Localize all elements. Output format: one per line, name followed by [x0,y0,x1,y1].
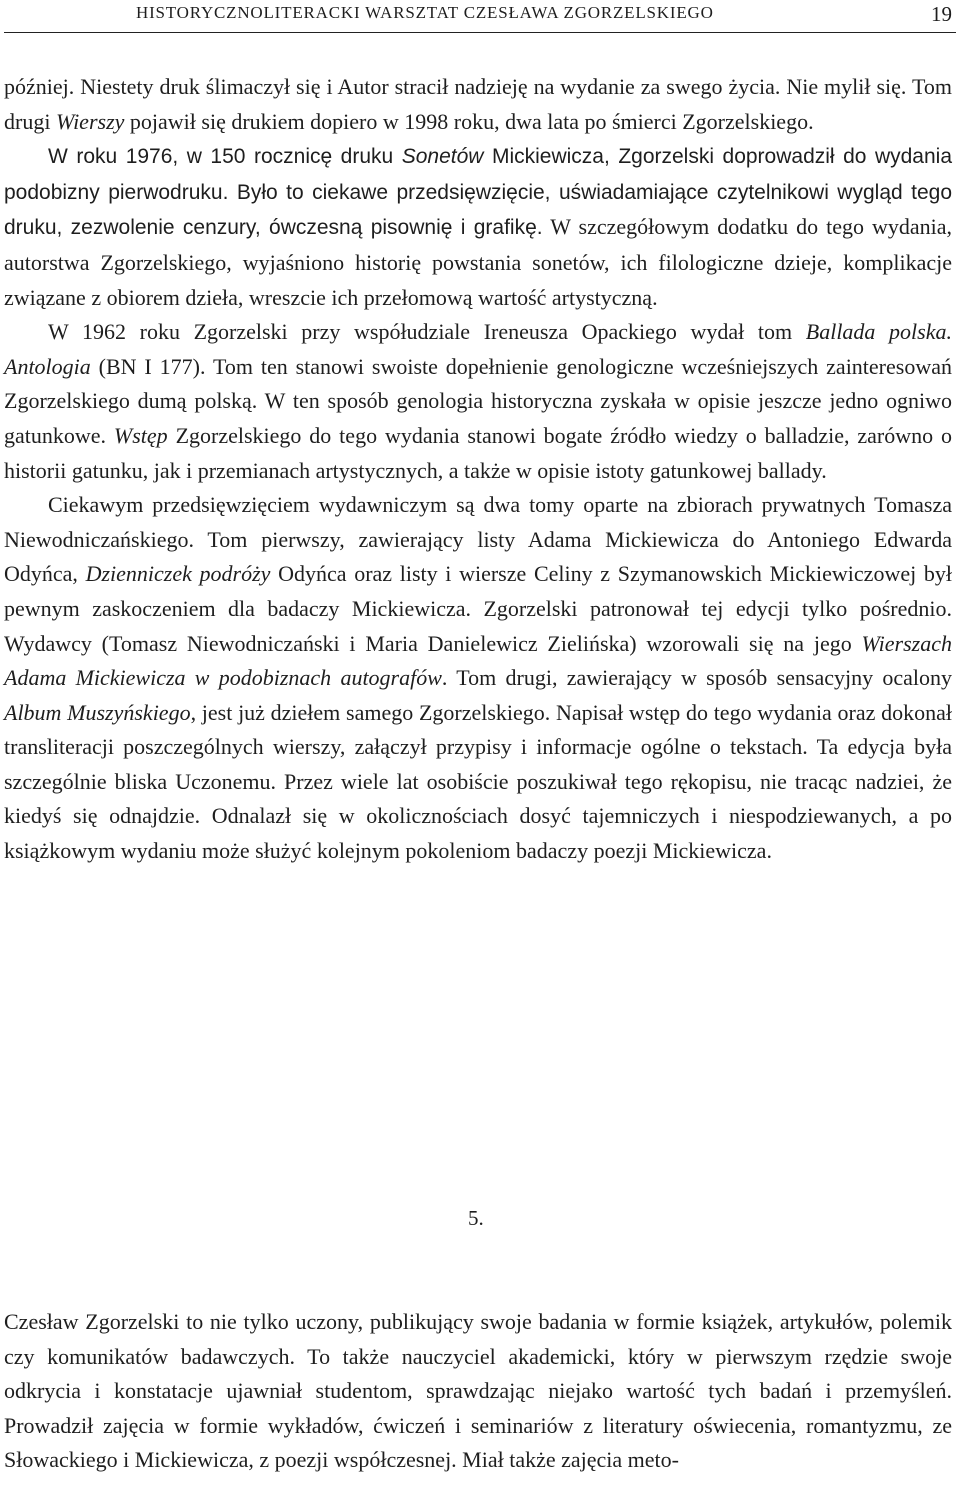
text-run: pojawił się drukiem dopiero w 1998 roku, dwa lata po śmierci Zgorzelskiego. [124,108,814,134]
italic-title: Wierszach Adama Mickiewicza w podobiznach autografów [4,630,952,691]
text-run: Mickiewicza, Zgorzelski doprowadził do wydania podobizny pierwodruku. Było to ciekawe przedsięwzięcie, uświadamiające czytelnikowi wygląd tego druku, zezwolenie cenzury, ówczesną pisownię i grafikę. [4,145,953,240]
body-text-upper [4,70,952,869]
running-header [4,0,956,33]
italic-title: Wierszy [55,108,125,134]
italic-title: Ballada polska. Antologia [4,319,952,379]
paragraph-5 [4,1305,952,1478]
page-number: 19 [931,2,952,26]
paragraph-3 [4,315,952,488]
text-run: Zgorzelskiego do tego wydania stanowi bogate źródło wiedzy o balladzie, zarówno o historii gatunku, jak i przemianach artystycznych, a także w opisie istoty gatunkowej ballady. [4,422,953,483]
italic-title: Sonetów [401,145,484,169]
italic-title: Dzienniczek podróży [85,561,271,587]
paragraph-4 [4,488,952,869]
text-run: W 1962 roku Zgorzelski przy współudziale Ireneusza Opackiego wydał tom [48,319,806,345]
text-run: W roku 1976, w 150 rocznicę druku [48,145,402,169]
text-run: później. Niestety druk ślimaczył się i Autor stracił nadzieję na wydanie za swego życia. Nie mylił się. Tom drugi [4,74,952,134]
section-number: 5. [468,1206,484,1230]
text-run: W szczegółowym dodatku do tego wydania, autorstwa Zgorzelskiego, wyjaśniono historię powstania sonetów, ich filologiczne dzieje, komplikacje związane z obiorem dzieła, wreszcie ich przełomową wartość artystyczną. [4,214,952,310]
italic-title: Album Muszyńskiego [4,699,191,725]
italic-title: Wstęp [113,422,168,448]
text-run: . Tom drugi, zawierający w sposób sensacyjny ocalony [441,665,952,691]
text-run: (BN I 177). Tom ten stanowi swoiste dopełnienie genologiczne wcześniejszych zainteresowań Zgorzelskiego dumą polską. W ten sposób genologia historyczna zyskała w opisie jeszcze jedno ogniwo gatunkowe. [4,353,952,448]
text-run: , jest już dziełem samego Zgorzelskiego. Napisał wstęp do tego wydania oraz dokonał transliteracji poszczególnych wierszy, załączył przypisy i informacje ogólne o tekstach. Ta edycja była szczególnie bliska Uczonemu. Przez wiele lat osobiście poszukiwał tego rękopisu, nie tracąc nadziei, że kiedyś się odnajdzie. Odnalazł się w okolicznościach dosyć tajemniczych i niespodziewanych, a po książkowym wydaniu może służyć kolejnym pokoleniom badaczy poezji Mickiewicza. [4,699,952,864]
text-run: Ciekawym przedsięwzięciem wydawniczym są dwa tomy oparte na zbiorach prywatnych Tomasza Niewodniczańskiego. Tom pierwszy, zawierający listy Adama Mickiewicza do Antoniego Edwarda Odyńca, [4,492,952,587]
body-text-lower [4,1305,952,1478]
text-run: Czesław Zgorzelski to nie tylko uczony, publikujący swoje badania w formie książek, artykułów, polemik czy komunikatów badawczych. To także nauczyciel akademicki, który w pierwszym rzędzie swoje odkrycia i konstatacje ujawniał studentom, sprawdzając niejako wartość tych badań i przemyśleń. Prowadził zajęcia w formie wykładów, ćwiczeń i seminariów z literatury oświecenia, romantyzmu, ze Słowackiego i Mickiewicza, z poezji współczesnej. Miał także zajęcia meto- [4,1309,952,1473]
text-run: Odyńca oraz listy i wiersze Celiny z Szymanowskich Mickiewiczowej był pewnym zaskoczeniem dla badaczy Mickiewicza. Zgorzelski patronował tej edycji tylko pośrednio. Wydawcy (Tomasz Niewodniczański i Maria Danielewicz Zielińska) wzorowali się na jego [4,561,952,656]
paragraph-2 [4,139,952,315]
paragraph-1 [4,70,952,139]
running-title: HISTORYCZNOLITERACKI WARSZTAT CZESŁAWA ZGORZELSKIEGO [136,3,714,22]
